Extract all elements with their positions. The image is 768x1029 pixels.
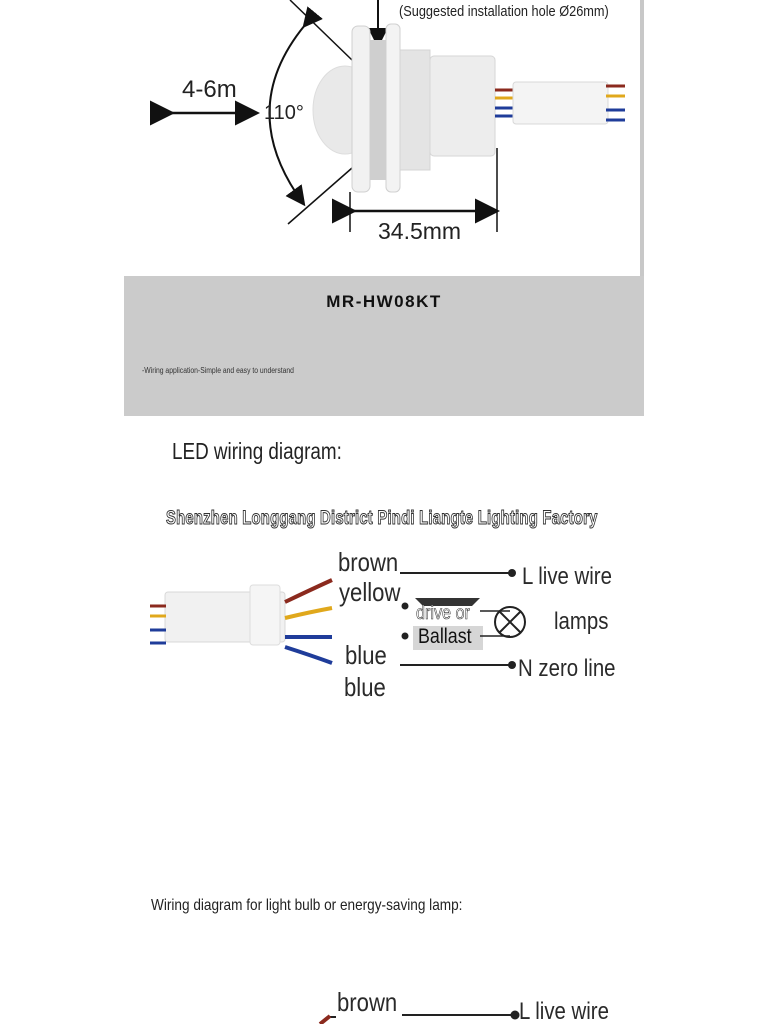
bulb-diagram-title: Wiring diagram for light bulb or energy-saving lamp: [151, 897, 463, 914]
terminal-live-wire: L live wire [522, 563, 612, 590]
band-subtitle: -Wiring application-Simple and easy to understand [142, 366, 294, 375]
terminal-lamps: lamps [554, 608, 609, 635]
factory-watermark: Shenzhen Longgang District Pindi Liangte Lighting Factory [166, 508, 598, 529]
bulb-wiring-diagram [240, 985, 640, 1024]
product-dimension-image [124, 0, 640, 276]
model-number: MR-HW08KT [326, 292, 442, 311]
driver-label: drive or [416, 603, 470, 624]
bulb-terminal-live-wire: L live wire [519, 998, 609, 1025]
length-label: 34.5mm [378, 218, 462, 244]
led-diagram-title: LED wiring diagram: [172, 438, 342, 464]
range-label: 4-6m [182, 76, 237, 103]
wire-label-blue-2: blue [344, 672, 386, 702]
wire-label-blue-1: blue [345, 640, 387, 670]
model-band [124, 276, 644, 416]
led-wiring-diagram [140, 545, 640, 715]
wire-label-brown: brown [338, 547, 399, 577]
angle-label: 110° [264, 102, 304, 124]
terminal-n-zero-line: N zero line [518, 655, 616, 682]
hole-note: (Suggested installation hole Ø26mm) [399, 3, 609, 20]
wire-label-yellow: yellow [339, 577, 401, 607]
bulb-wire-label-brown: brown [337, 987, 398, 1017]
ballast-label: Ballast [418, 625, 472, 648]
image-border [640, 0, 644, 276]
